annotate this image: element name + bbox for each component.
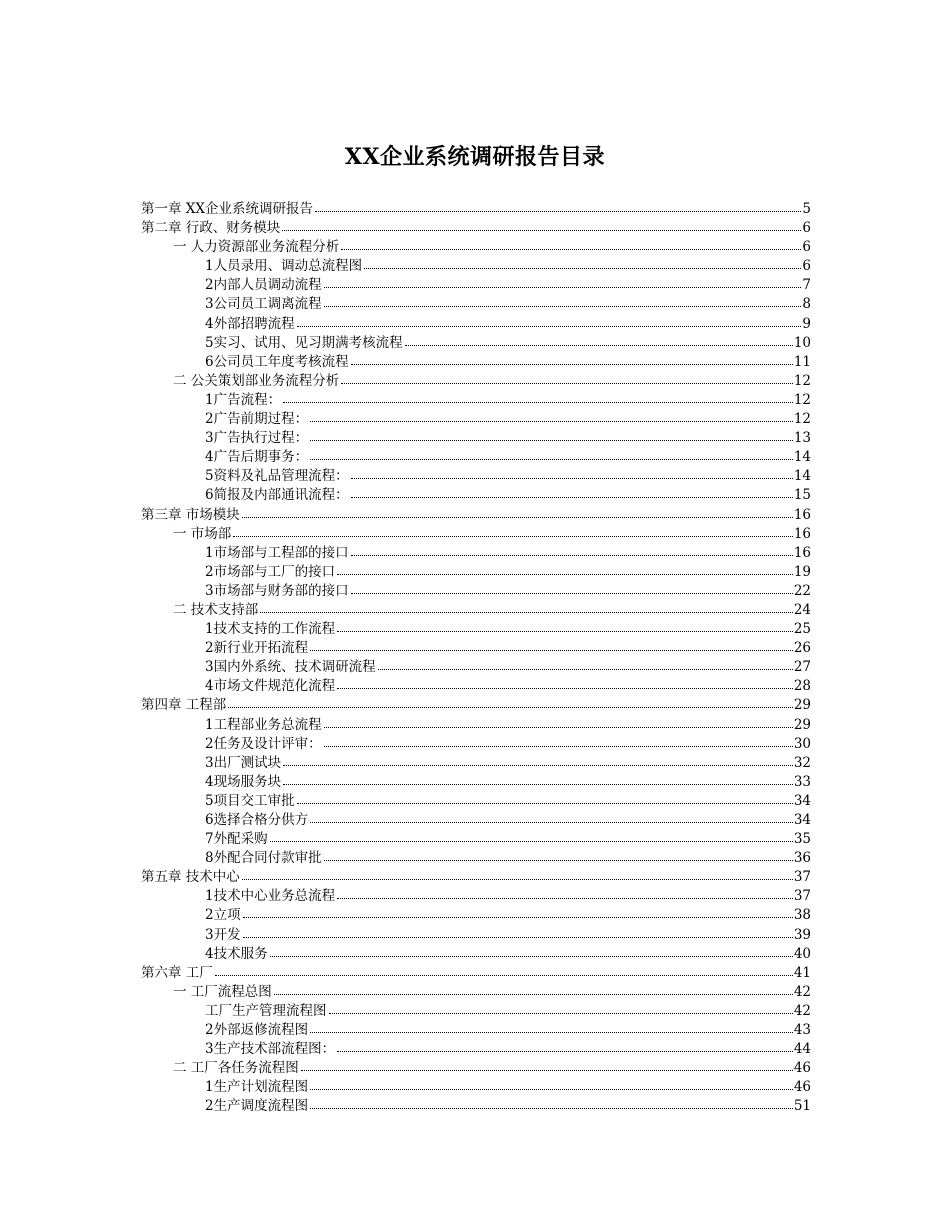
toc-entry[interactable] — [141, 773, 811, 792]
toc-entry-text: 2生产调度流程图 — [205, 1098, 309, 1115]
toc-page-number: 12 — [793, 391, 811, 408]
toc-entry-text: 1工程部业务总流程 — [205, 716, 322, 733]
toc-page-number: 16 — [793, 525, 811, 542]
document-title: XX企业系统调研报告目录 — [344, 144, 606, 170]
toc-entry-text: 2市场部与工厂的接口 — [205, 563, 336, 580]
toc-dot-leader — [310, 1032, 793, 1033]
toc-dot-leader — [243, 937, 793, 938]
toc-dot-leader — [215, 975, 793, 976]
toc-dot-leader — [283, 784, 793, 785]
toc-entry-text: 1人员录用、调动总流程图 — [205, 258, 363, 275]
toc-page-number: 32 — [793, 754, 811, 771]
toc-page-number: 16 — [793, 544, 811, 561]
toc-dot-leader — [310, 822, 793, 823]
toc-dot-leader — [270, 841, 793, 842]
toc-page-number: 16 — [793, 506, 811, 523]
toc-entry[interactable] — [141, 1021, 811, 1040]
toc-dot-leader — [301, 1070, 793, 1071]
toc-dot-leader — [297, 803, 793, 804]
toc-page-number: 6 — [802, 258, 811, 275]
toc-page-number: 30 — [793, 735, 811, 752]
toc-entry[interactable] — [141, 391, 811, 410]
toc-entry[interactable] — [141, 315, 811, 334]
toc-entry[interactable] — [141, 887, 811, 906]
toc-entry[interactable] — [141, 1040, 811, 1059]
toc-dot-leader — [270, 956, 793, 957]
toc-entry[interactable] — [141, 677, 811, 696]
toc-entry[interactable] — [141, 544, 811, 563]
toc-entry[interactable] — [141, 525, 811, 544]
toc-entry-text: 3广告执行过程： — [205, 430, 309, 447]
toc-entry[interactable] — [141, 276, 811, 295]
toc-entry-text: 一 市场部 — [173, 525, 232, 542]
toc-entry-text: 8外配合同付款审批 — [205, 850, 322, 867]
toc-page-number: 15 — [793, 487, 811, 504]
toc-entry[interactable] — [141, 410, 811, 429]
toc-entry-text: 7外配采购 — [205, 831, 268, 848]
toc-entry-text: 3市场部与财务部的接口 — [205, 582, 349, 599]
toc-entry-text: 3出厂测试块 — [205, 754, 282, 771]
toc-entry[interactable] — [141, 716, 811, 735]
toc-entry[interactable] — [141, 696, 811, 715]
toc-entry[interactable] — [141, 868, 811, 887]
toc-entry[interactable] — [141, 563, 811, 582]
toc-entry-text: 2广告前期过程： — [205, 411, 309, 428]
toc-dot-leader — [341, 249, 801, 250]
toc-entry[interactable] — [141, 964, 811, 983]
toc-dot-leader — [378, 669, 793, 670]
toc-page-number: 41 — [793, 964, 811, 981]
toc-entry[interactable] — [141, 506, 811, 525]
toc-dot-leader — [337, 688, 793, 689]
toc-dot-leader — [310, 459, 793, 460]
toc-entry[interactable] — [141, 639, 811, 658]
toc-dot-leader — [282, 230, 801, 231]
toc-entry[interactable] — [141, 658, 811, 677]
toc-entry-text: 4现场服务块 — [205, 773, 282, 790]
toc-entry[interactable] — [141, 353, 811, 372]
toc-page-number: 8 — [802, 296, 811, 313]
toc-page-number: 35 — [793, 831, 811, 848]
toc-entry[interactable] — [141, 334, 811, 353]
toc-entry-text: 第三章 市场模块 — [141, 506, 240, 523]
toc-dot-leader — [337, 898, 793, 899]
table-of-contents — [141, 200, 811, 1117]
toc-page-number: 7 — [802, 277, 811, 294]
toc-dot-leader — [351, 364, 793, 365]
toc-entry-text: 3生产技术部流程图： — [205, 1041, 336, 1058]
toc-entry-text: 二 工厂各任务流程图 — [173, 1060, 299, 1077]
toc-page-number: 43 — [793, 1022, 811, 1039]
toc-entry[interactable] — [141, 1097, 811, 1116]
toc-page-number: 27 — [793, 659, 811, 676]
toc-page-number: 14 — [793, 468, 811, 485]
toc-entry[interactable] — [141, 372, 811, 391]
toc-entry-text: 5资料及礼品管理流程： — [205, 468, 349, 485]
toc-page-number: 12 — [793, 411, 811, 428]
toc-page-number: 34 — [793, 812, 811, 828]
toc-entry-text: 2立项 — [205, 907, 241, 924]
toc-page-number: 36 — [793, 850, 811, 867]
toc-page-number: 33 — [793, 773, 811, 790]
toc-page-number: 39 — [793, 926, 811, 943]
toc-entry[interactable] — [141, 429, 811, 448]
toc-dot-leader — [324, 306, 802, 307]
toc-entry[interactable] — [141, 601, 811, 620]
toc-dot-leader — [405, 345, 793, 346]
toc-entry-text: 1生产计划流程图 — [205, 1079, 309, 1096]
toc-entry[interactable] — [141, 1002, 811, 1021]
toc-dot-leader — [337, 1051, 793, 1052]
toc-entry-text: 一 人力资源部业务流程分析 — [173, 239, 340, 256]
toc-entry-text: 第一章 XX企业系统调研报告 — [141, 201, 314, 217]
toc-page-number: 10 — [793, 334, 811, 351]
toc-dot-leader — [242, 879, 793, 880]
toc-entry[interactable] — [141, 257, 811, 276]
toc-entry-text: 2新行业开拓流程 — [205, 640, 309, 657]
toc-page-number: 5 — [802, 201, 811, 217]
toc-entry-text: 4技术服务 — [205, 945, 268, 962]
toc-dot-leader — [351, 497, 793, 498]
toc-entry[interactable] — [141, 200, 811, 219]
toc-entry-text: 2任务及设计评审： — [205, 735, 322, 752]
toc-entry-text: 6选择合格分供方 — [205, 812, 309, 828]
toc-dot-leader — [324, 860, 793, 861]
toc-dot-leader — [329, 1013, 793, 1014]
toc-entry[interactable] — [141, 735, 811, 754]
toc-entry-text: 第六章 工厂 — [141, 964, 213, 981]
toc-entry-text: 4外部招聘流程 — [205, 315, 295, 332]
toc-dot-leader — [337, 631, 793, 632]
toc-dot-leader — [351, 593, 793, 594]
toc-dot-leader — [337, 574, 793, 575]
toc-entry-text: 一 工厂流程总图 — [173, 983, 272, 1000]
toc-page-number: 46 — [793, 1079, 811, 1096]
toc-entry-text: 6简报及内部通讯流程： — [205, 487, 349, 504]
toc-page-number: 29 — [793, 697, 811, 714]
toc-entry[interactable] — [141, 792, 811, 811]
toc-dot-leader — [228, 707, 793, 708]
toc-page-number: 9 — [802, 315, 811, 332]
toc-page-number: 22 — [793, 582, 811, 599]
toc-dot-leader — [351, 555, 793, 556]
toc-dot-leader — [351, 478, 793, 479]
toc-dot-leader — [324, 727, 793, 728]
toc-page-number: 26 — [793, 640, 811, 657]
toc-page-number: 6 — [802, 220, 811, 237]
toc-page-number: 6 — [802, 239, 811, 256]
toc-dot-leader — [310, 1089, 793, 1090]
toc-dot-leader — [283, 402, 793, 403]
toc-page-number: 46 — [793, 1060, 811, 1077]
toc-entry-text: 1技术支持的工作流程 — [205, 621, 336, 638]
toc-entry-text: 3国内外系统、技术调研流程 — [205, 659, 376, 676]
toc-entry-text: 工厂生产管理流程图 — [205, 1002, 327, 1019]
toc-entry-text: 5实习、试用、见习期满考核流程 — [205, 334, 403, 351]
toc-entry[interactable] — [141, 849, 811, 868]
toc-entry[interactable] — [141, 1059, 811, 1078]
toc-page-number: 38 — [793, 907, 811, 924]
toc-entry-text: 第四章 工程部 — [141, 697, 227, 714]
toc-entry-text: 4市场文件规范化流程 — [205, 678, 336, 695]
toc-dot-leader — [364, 268, 801, 269]
toc-dot-leader — [274, 994, 793, 995]
toc-dot-leader — [297, 326, 802, 327]
toc-dot-leader — [324, 746, 793, 747]
toc-entry[interactable] — [141, 945, 811, 964]
toc-page-number: 11 — [793, 353, 811, 370]
toc-entry[interactable] — [141, 219, 811, 238]
toc-page-number: 37 — [793, 888, 811, 905]
toc-entry-text: 3公司员工调离流程 — [205, 296, 322, 313]
toc-page-number: 14 — [793, 449, 811, 466]
toc-entry[interactable] — [141, 620, 811, 639]
toc-page-number: 42 — [793, 1002, 811, 1019]
toc-entry[interactable] — [141, 926, 811, 945]
toc-entry-text: 1技术中心业务总流程 — [205, 888, 336, 905]
toc-entry-text: 二 公关策划部业务流程分析 — [173, 372, 340, 389]
toc-page-number: 40 — [793, 945, 811, 962]
toc-entry[interactable] — [141, 754, 811, 773]
toc-page-number: 44 — [793, 1041, 811, 1058]
toc-page-number: 28 — [793, 678, 811, 695]
toc-dot-leader — [315, 211, 801, 212]
toc-entry-text: 6公司员工年度考核流程 — [205, 353, 349, 370]
toc-dot-leader — [310, 1108, 793, 1109]
toc-entry-text: 5项目交工审批 — [205, 792, 295, 809]
toc-dot-leader — [310, 421, 793, 422]
toc-entry-text: 1市场部与工程部的接口 — [205, 544, 349, 561]
toc-entry[interactable] — [141, 467, 811, 486]
toc-page-number: 19 — [793, 563, 811, 580]
toc-entry-text: 1广告流程： — [205, 391, 282, 408]
toc-dot-leader — [242, 517, 793, 518]
toc-entry[interactable] — [141, 582, 811, 601]
toc-dot-leader — [341, 383, 793, 384]
toc-entry[interactable] — [141, 238, 811, 257]
toc-entry[interactable] — [141, 448, 811, 467]
toc-entry-text: 第五章 技术中心 — [141, 869, 240, 886]
toc-entry[interactable] — [141, 486, 811, 505]
toc-page-number: 29 — [793, 716, 811, 733]
toc-entry-text: 4广告后期事务： — [205, 449, 309, 466]
toc-page-number: 42 — [793, 983, 811, 1000]
toc-dot-leader — [243, 917, 793, 918]
toc-entry[interactable] — [141, 906, 811, 925]
toc-entry[interactable] — [141, 830, 811, 849]
toc-entry[interactable] — [141, 811, 811, 830]
toc-dot-leader — [283, 765, 793, 766]
toc-dot-leader — [310, 440, 793, 441]
toc-entry-text: 3开发 — [205, 926, 241, 943]
toc-page-number: 34 — [793, 792, 811, 809]
toc-entry-text: 2外部返修流程图 — [205, 1022, 309, 1039]
toc-page-number: 51 — [793, 1098, 811, 1115]
toc-dot-leader — [324, 287, 802, 288]
toc-entry[interactable] — [141, 295, 811, 314]
toc-dot-leader — [233, 536, 793, 537]
toc-page-number: 37 — [793, 869, 811, 886]
toc-dot-leader — [260, 612, 793, 613]
toc-entry-text: 第二章 行政、财务模块 — [141, 220, 281, 237]
toc-entry[interactable] — [141, 1078, 811, 1097]
toc-page-number: 12 — [793, 372, 811, 389]
toc-page-number: 13 — [793, 430, 811, 447]
toc-page-number: 25 — [793, 621, 811, 638]
toc-entry-text: 2内部人员调动流程 — [205, 277, 322, 294]
toc-dot-leader — [310, 650, 793, 651]
toc-entry[interactable] — [141, 983, 811, 1002]
toc-entry-text: 二 技术支持部 — [173, 601, 259, 618]
toc-page-number: 24 — [793, 601, 811, 618]
